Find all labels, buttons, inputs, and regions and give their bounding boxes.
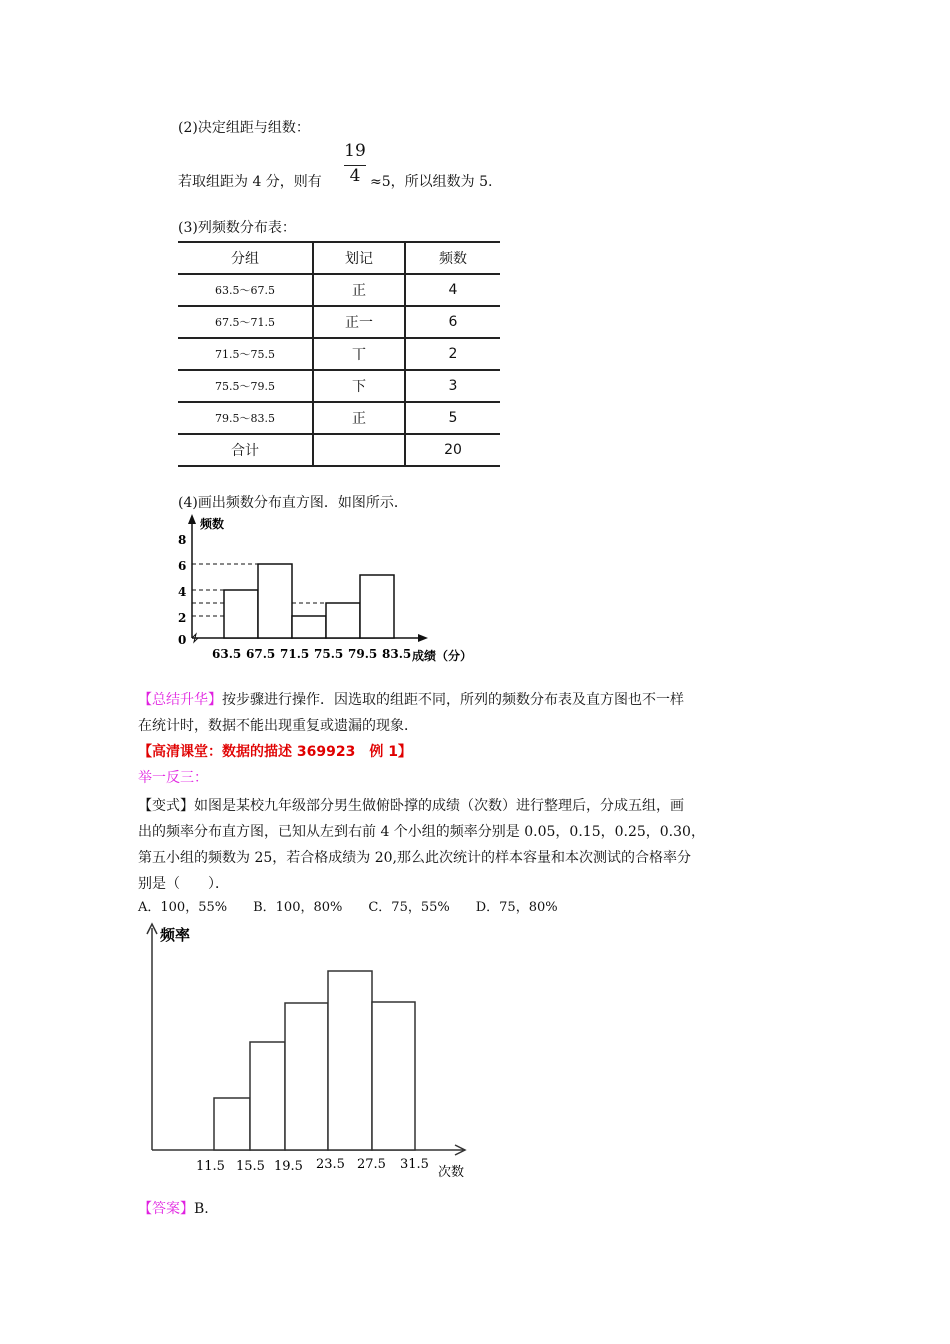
x-tick: 31.5 [400, 1157, 429, 1172]
x-tick: 23.5 [316, 1157, 345, 1172]
table-row [178, 306, 500, 338]
x-tick: 79.5 [348, 647, 378, 661]
fraction-numerator: 19 [344, 141, 366, 161]
cell-count: 5 [405, 402, 500, 434]
frequency-rate-histogram [130, 920, 490, 1190]
bar-11.5 [214, 1098, 250, 1150]
answer-line [138, 1199, 209, 1219]
bar-79.5 [360, 575, 394, 638]
cell-total-tally [313, 434, 405, 466]
bar-63.5 [224, 590, 258, 638]
y-axis-label: 频数 [200, 517, 225, 531]
cell-count: 4 [405, 274, 500, 306]
x-axis-label: 成绩（分） [412, 649, 473, 663]
frequency-table [178, 241, 500, 467]
cell-group: 67.5～71.5 [178, 306, 313, 338]
cell-total-label: 合计 [178, 434, 313, 466]
variant-line2: 出的频率分布直方图，已知从左到右前 4 个小组的频率分别是 0.05，0.15，0.25，0.30， [138, 824, 705, 840]
table-total-row [178, 434, 500, 466]
cell-total-count: 20 [405, 434, 500, 466]
y-axis-arrow-icon [188, 514, 196, 524]
summary-tag: 【总结升华】 [138, 692, 222, 708]
cell-tally: 下 [313, 370, 405, 402]
x-tick: 83.5 [382, 647, 412, 661]
cell-group: 75.5～79.5 [178, 370, 313, 402]
y-tick: 6 [178, 559, 187, 573]
cell-count: 2 [405, 338, 500, 370]
table-row [178, 274, 500, 306]
bar-19.5 [285, 1003, 328, 1150]
answer-value: B. [194, 1201, 209, 1217]
step3-heading: (3)列频数分布表： [178, 220, 296, 236]
x-tick: 27.5 [357, 1157, 386, 1172]
step4-heading: (4)画出频数分布直方图．如图所示． [178, 495, 408, 511]
step2-line-suffix: ≈5，所以组数为 5. [370, 174, 493, 190]
bar-67.5 [258, 564, 292, 638]
cell-group: 79.5～83.5 [178, 402, 313, 434]
frequency-histogram [170, 512, 500, 672]
variant-line1 [138, 796, 684, 816]
summary-text: 按步骤进行操作．因选取的组距不同，所列的频数分布表及直方图也不一样 [222, 692, 684, 708]
column-header-count: 频数 [405, 242, 500, 274]
y-tick: 2 [178, 611, 187, 625]
answer-options: A．100，55% B．100，80% C．75，55% D．75，80% [138, 900, 558, 915]
x-tick: 75.5 [314, 647, 344, 661]
x-axis-label: 次数 [438, 1165, 465, 1180]
bar-23.5 [328, 971, 372, 1150]
cell-tally: 正 [313, 274, 405, 306]
variant-line3: 第五小组的频数为 25，若合格成绩为 20,那么此次统计的样本容量和本次测试的合格率分 [138, 850, 691, 866]
y-axis-label: 频率 [160, 926, 191, 944]
cell-group: 71.5～75.5 [178, 338, 313, 370]
bar-71.5 [292, 616, 326, 638]
y-tick: 4 [178, 585, 187, 599]
cell-count: 3 [405, 370, 500, 402]
cell-tally: 正 [313, 402, 405, 434]
cell-count: 6 [405, 306, 500, 338]
y-tick: 0 [178, 633, 187, 647]
summary-line1 [138, 690, 684, 710]
cell-group: 63.5～67.5 [178, 274, 313, 306]
bar-15.5 [250, 1042, 285, 1150]
x-tick: 11.5 [196, 1159, 225, 1174]
variant-text: 如图是某校九年级部分男生做俯卧撑的成绩（次数）进行整理后，分成五组，画 [194, 798, 684, 814]
bar-27.5 [372, 1002, 415, 1150]
variant-tag: 【变式】 [138, 798, 194, 814]
table-row [178, 402, 500, 434]
answer-tag: 【答案】 [138, 1201, 194, 1217]
column-header-group: 分组 [178, 242, 313, 274]
x-tick: 67.5 [246, 647, 276, 661]
column-header-tally: 划记 [313, 242, 405, 274]
table-row [178, 338, 500, 370]
cell-tally: 丅 [313, 338, 405, 370]
bar-75.5 [326, 603, 360, 638]
table-header-row [178, 242, 500, 274]
x-axis-arrow-icon [418, 634, 428, 642]
x-tick: 63.5 [212, 647, 242, 661]
practice-title: 举一反三： [138, 770, 208, 786]
step2-line-prefix: 若取组距为 4 分，则有 [178, 174, 322, 190]
x-tick: 19.5 [274, 1159, 303, 1174]
fraction-denominator: 4 [349, 166, 361, 186]
cell-tally: 正一 [313, 306, 405, 338]
variant-line4: 别是（ ）． [138, 876, 229, 892]
x-tick: 71.5 [280, 647, 310, 661]
step2-heading: (2)决定组距与组数： [178, 120, 310, 136]
table-row [178, 370, 500, 402]
summary-line2: 在统计时，数据不能出现重复或遗漏的现象． [138, 718, 418, 734]
x-tick: 15.5 [236, 1159, 265, 1174]
video-reference: 【高清课堂：数据的描述 369923 例 1】 [138, 744, 412, 760]
y-tick: 8 [178, 533, 187, 547]
